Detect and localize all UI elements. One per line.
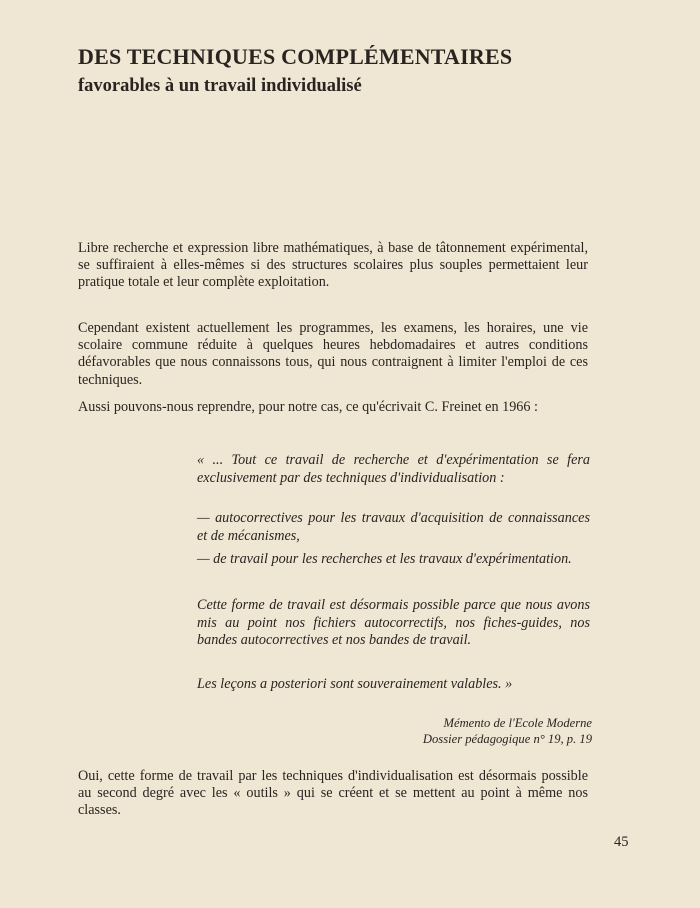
- page-title: DES TECHNIQUES COMPLÉMENTAIRES: [78, 44, 513, 69]
- quote-paragraph-5: Les leçons a posteriori sont souverainement valables. »: [197, 676, 513, 692]
- closing-paragraph: Oui, cette forme de travail par les techniques d'individualisation est désormais possible au second degré avec les « outils » qui se créent et se mettent au point à même nos classes.: [78, 768, 588, 819]
- quote-paragraph-3: — de travail pour les recherches et les travaux d'expérimentation.: [197, 551, 572, 567]
- citation-source: [380, 716, 592, 747]
- paragraph-1: Libre recherche et expression libre mathématiques, à base de tâtonnement expérimental, se suffiraient à elles-mêmes si des structures scolaires plus souples permettaient leur pratique totale et leur complète exploitation.: [78, 240, 588, 291]
- page-number: 45: [614, 834, 629, 850]
- quote-paragraph-4: Cette forme de travail est désormais possible parce que nous avons mis au point nos fichiers autocorrectifs, nos fiches-guides, nos bandes autocorrectives et nos bandes de travail.: [197, 597, 590, 648]
- quote-paragraph-2: — autocorrectives pour les travaux d'acquisition de connaissances et de mécanismes,: [197, 510, 590, 544]
- citation-line-1: Mémento de l'Ecole Moderne: [443, 716, 592, 730]
- citation-line-2: Dossier pédagogique n° 19, p. 19: [422, 731, 592, 746]
- page-subtitle: favorables à un travail individualisé: [78, 76, 362, 96]
- quote-paragraph-1: « ... Tout ce travail de recherche et d'expérimentation se fera exclusivement par des techniques d'individualisation :: [197, 452, 590, 486]
- paragraph-2: Cependant existent actuellement les programmes, les examens, les horaires, une vie scolaire commune réduite à quelques heures hebdomadaires et autres conditions défavorables que nous connaissons tous, qui nous contraignent à limiter l'emploi de ces techniques.: [78, 320, 588, 388]
- paragraph-3: Aussi pouvons-nous reprendre, pour notre cas, ce qu'écrivait C. Freinet en 1966 :: [78, 399, 538, 415]
